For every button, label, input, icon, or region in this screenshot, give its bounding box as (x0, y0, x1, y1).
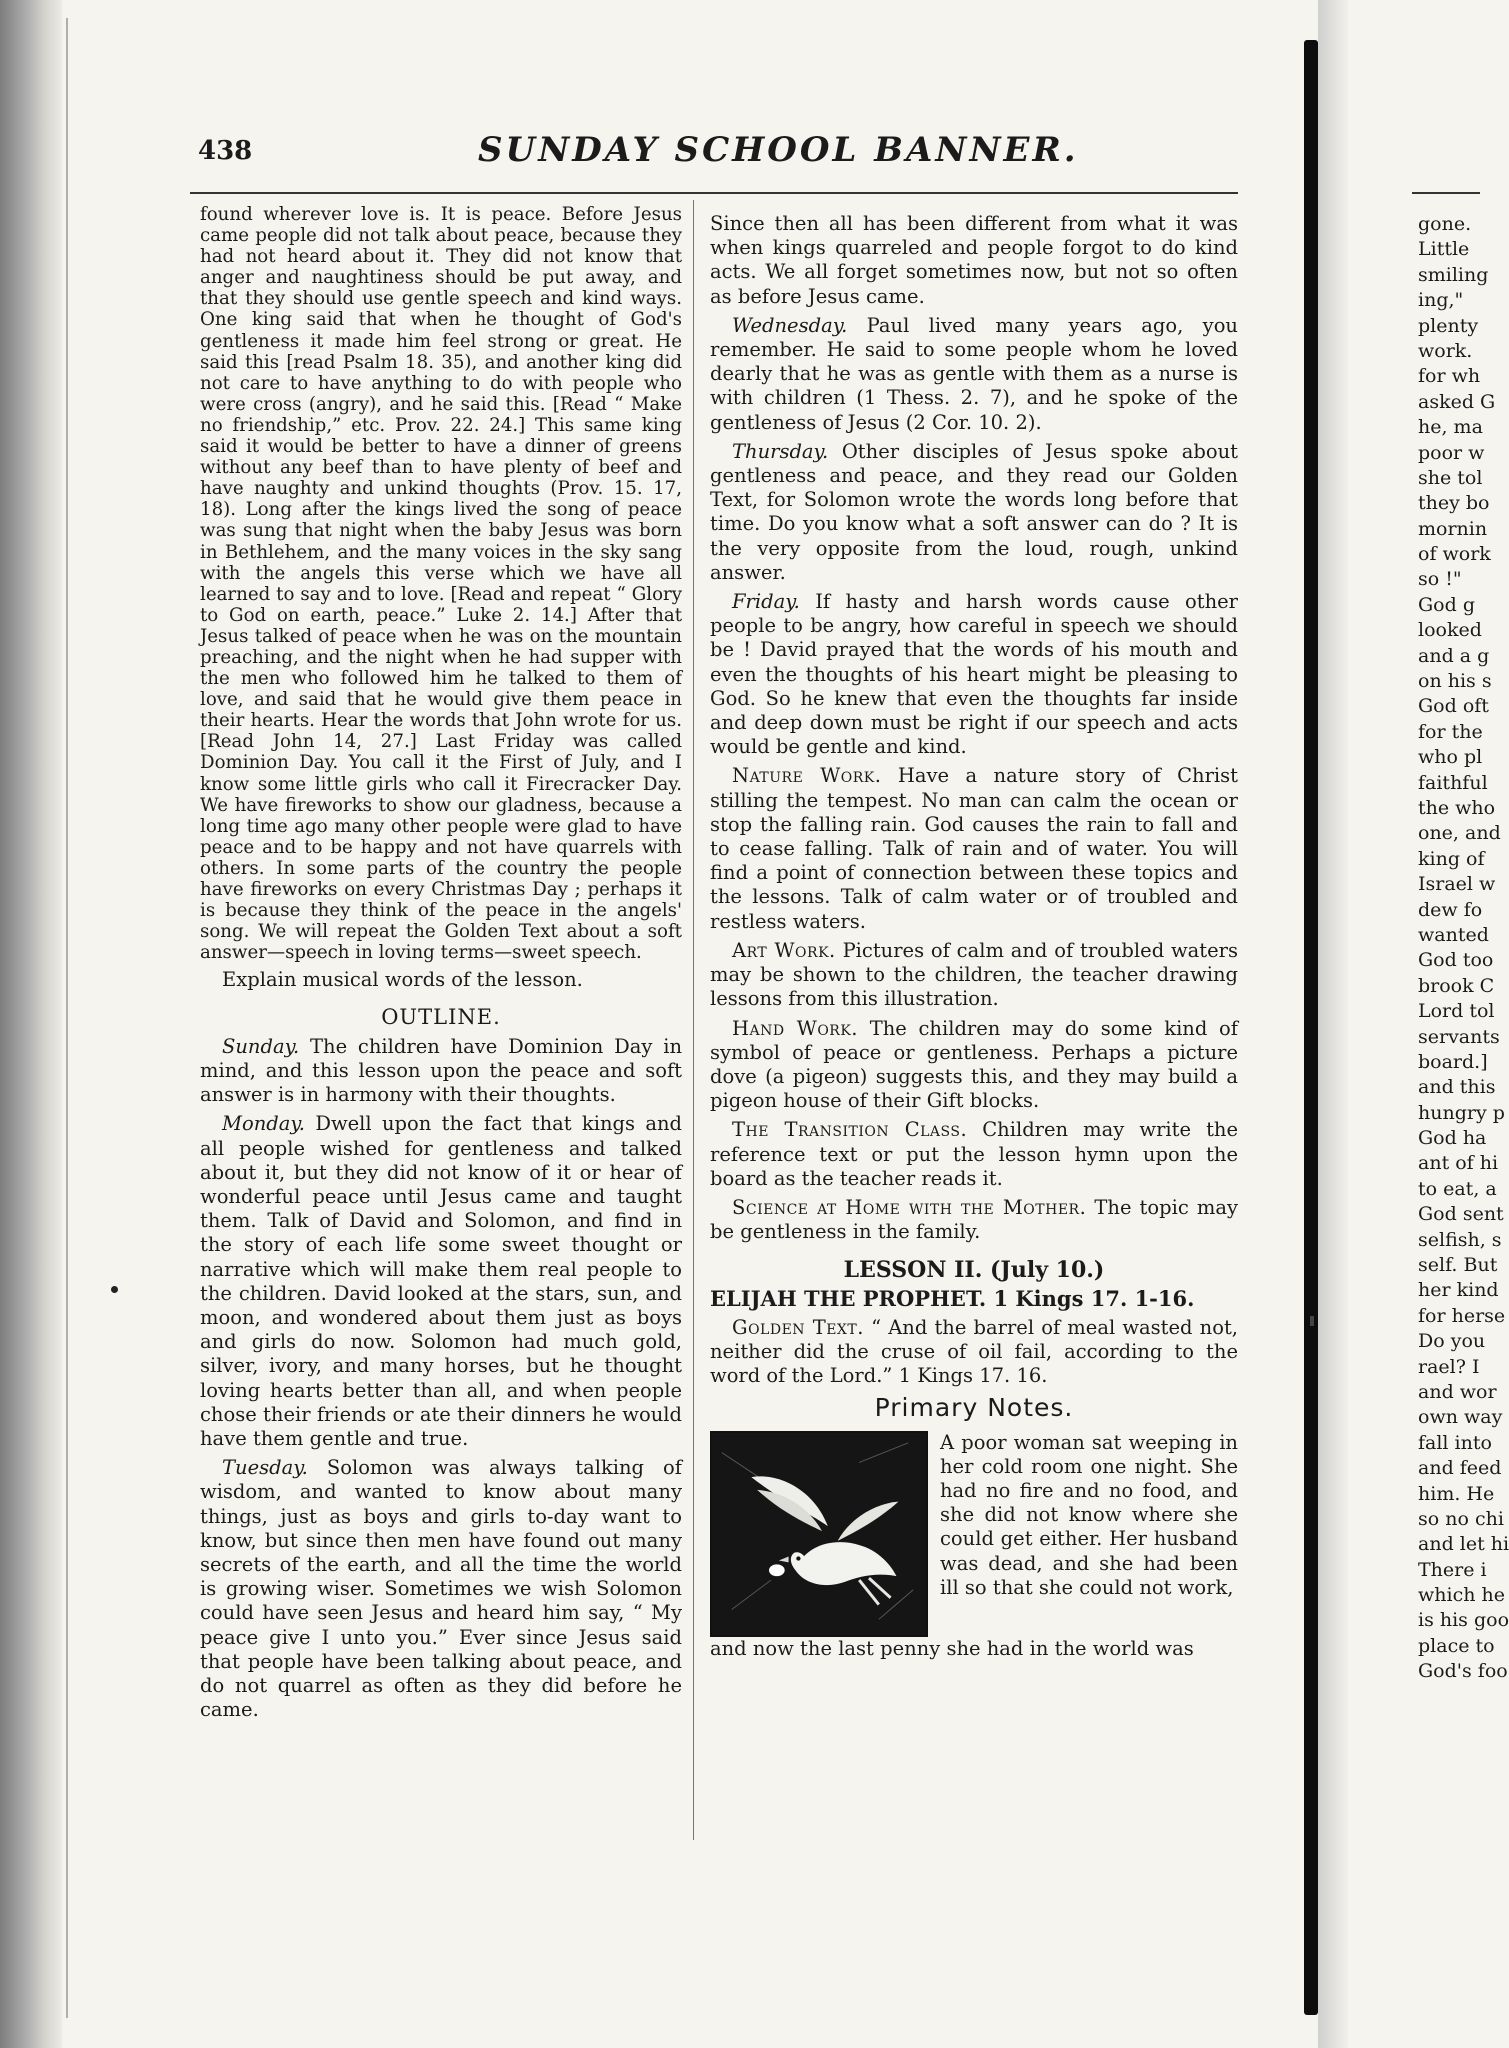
sunday-paragraph (200, 1035, 682, 1108)
lesson-heading: LESSON II. (July 10.) (843, 1257, 1105, 1284)
day-label: Wednesday. (732, 313, 848, 337)
facing-page-line: God too (1418, 949, 1494, 972)
book-spine-shadow (0, 0, 62, 2048)
facing-page-line: work. (1418, 339, 1473, 362)
science-paragraph (710, 1196, 1238, 1244)
facing-page-line: for herse (1418, 1304, 1506, 1327)
header-rule (190, 192, 1238, 194)
facing-page-line: selfish, s (1418, 1228, 1502, 1251)
day-text: Paul lived many years ago, you remember. He said to some people whom he loved dearly that he was as gentle with them as a nurse is with children (1 Thess. 2. 7), and he spoke of the gentleness of Jesus (2 Cor. 10. 2). (710, 313, 1238, 434)
facing-page-line: king of (1418, 847, 1485, 870)
facing-page-line: looked (1418, 619, 1482, 642)
wednesday-paragraph (710, 314, 1238, 435)
right-column (710, 212, 1238, 1661)
facing-page-line: asked G (1418, 390, 1496, 413)
day-label: Tuesday. (222, 1456, 308, 1480)
art-work-paragraph (710, 939, 1238, 1012)
thursday-paragraph (710, 440, 1238, 585)
page-number: 438 (198, 136, 253, 166)
day-label: Friday. (732, 590, 800, 614)
facing-page-line: There i (1418, 1558, 1487, 1581)
facing-page-line: own way (1418, 1406, 1503, 1429)
facing-page-line: and this (1418, 1076, 1496, 1099)
facing-page-line: dew fo (1418, 898, 1483, 921)
day-text: If hasty and harsh words cause other people to be angry, how careful in speech we should be ! David prayed that the words of his mouth and even the thoughts of his heart might be pleasing to God. So he knew that even the thoughts far inside and deep down must be right if our speech and acts would be gentle and kind. (710, 590, 1238, 759)
outline-heading: OUTLINE. (381, 1004, 501, 1029)
facing-page-line: which he (1418, 1584, 1505, 1607)
section-label: Art Work. (732, 938, 836, 962)
day-text: Solomon was always talking of wisdom, and wanted to know about many things, just as boys and girls to-day want to know, but since then men have found out many secrets of the earth, and all the time the world is growing wiser. Sometimes we wish Solomon could have seen Jesus and heard him say, “ My peace give I unto you.” Ever since Jesus said that people have been talking about peace, and do not quarrel as often as they did before he came. (200, 1456, 682, 1722)
facing-page-line: so no chi (1418, 1507, 1504, 1530)
facing-page-line: gone. (1418, 213, 1472, 235)
facing-page-line: he, ma (1418, 416, 1483, 439)
facing-page-line: faithful (1418, 771, 1488, 794)
facing-page-line: God g (1418, 593, 1475, 616)
facing-page-line: Do you (1418, 1330, 1486, 1353)
facing-page-line: so !" (1418, 568, 1462, 591)
dove-illustration-block (710, 1431, 1238, 1637)
section-text: Children may write the reference text or put the lesson hymn upon the board as the teacher reads it. (710, 1118, 1239, 1190)
facing-page-line: to eat, a (1418, 1177, 1497, 1200)
gutter-mark (1310, 1316, 1314, 1326)
facing-page-line: brook C (1418, 974, 1495, 997)
facing-page-line: is his goo (1418, 1609, 1509, 1632)
day-text: The children have Dominion Day in mind, and this lesson upon the peace and soft answer is in harmony with their thoughts. (200, 1034, 683, 1107)
facing-page-line: God oft (1418, 695, 1489, 718)
facing-page-line: plenty (1418, 314, 1479, 337)
final-line: and now the last penny she had in the world was (710, 1636, 1194, 1660)
facing-page-line: wanted (1418, 923, 1489, 946)
facing-page-line: smiling (1418, 263, 1489, 286)
facing-page-line: one, and (1418, 822, 1501, 845)
section-label: Nature Work. (732, 764, 882, 788)
column-rule (693, 200, 694, 1840)
facing-page-line: servants (1418, 1025, 1500, 1048)
margin-mark (111, 1286, 118, 1293)
facing-page-line: for wh (1418, 365, 1481, 388)
facing-page-line: God's foo (1418, 1660, 1508, 1683)
facing-page-line: rael? I (1418, 1355, 1480, 1378)
facing-page-line: ant of hi (1418, 1152, 1499, 1175)
gutter-shadow (1318, 0, 1348, 2048)
day-label: Monday. (222, 1112, 305, 1136)
page-gutter (1304, 40, 1318, 2015)
facing-page-line: she tol (1418, 466, 1483, 489)
facing-page-line: place to (1418, 1634, 1495, 1657)
lesson-title: ELIJAH THE PROPHET. 1 Kings 17. 1-16. (710, 1285, 1195, 1311)
day-text: Other disciples of Jesus spoke about gentleness and peace, and they read our Golden Text, for Solomon wrote the words long before that time. Do you know what a soft answer can do ? It is the very opposite from the loud, rough, unkind answer. (710, 439, 1238, 584)
day-label: Thursday. (732, 439, 829, 463)
facing-page-line: of work (1418, 543, 1491, 566)
facing-page-line: mornin (1418, 517, 1488, 540)
running-title: SUNDAY SCHOOL BANNER. (478, 130, 1079, 170)
left-column (200, 204, 682, 1722)
facing-page-fragments (1418, 212, 1509, 1685)
friday-paragraph (710, 590, 1238, 759)
facing-page-line: Israel w (1418, 873, 1496, 896)
tuesday-paragraph (200, 1456, 682, 1722)
day-text: Dwell upon the fact that kings and all people wished for gentleness and talked about it, but they did not know of it or hear of wonderful peace until Jesus came and taught them. Talk of David and Solomon, and find in the story of each life some sweet thought or narrative which will make them real people to the children. David looked at the stars, sun, and moon, and wondered about them just as boys and girls do now. Solomon had much gold, silver, ivory, and many horses, but he thought loving hearts better than all, and when people chose their friends or ate their dinners he would have them gentle and true. (200, 1112, 682, 1451)
facing-page-line: they bo (1418, 492, 1490, 515)
facing-page-line: the who (1418, 796, 1496, 819)
golden-text: “ And the barrel of meal wasted not, neither did the cruse of oil fail, according to the word of the Lord.” 1 Kings 17. 16. (710, 1315, 1239, 1388)
facing-page-line: Lord tol (1418, 1000, 1495, 1023)
facing-page-line: God ha (1418, 1127, 1487, 1150)
margin-line (66, 18, 68, 2018)
golden-text-paragraph (710, 1316, 1238, 1389)
dove-illustration (710, 1431, 928, 1637)
section-text: Have a nature story of Christ stilling the tempest. No man can calm the ocean or stop the falling rain. God causes the rain to fall and to cease falling. Talk of rain and of water. You will find a point of connection between these topics and the lessons. Talk of calm water or of troubled and restless waters. (710, 764, 1238, 933)
facing-page-line: and feed (1418, 1457, 1502, 1480)
facing-page-line: God sent (1418, 1203, 1504, 1226)
continuation-paragraph: Since then all has been different from what it was when kings quarreled and people forgot to do kind acts. We all forget sometimes now, but not so often as before Jesus came. (710, 212, 1238, 308)
facing-page-line: Little (1418, 238, 1470, 261)
primary-notes-wrap-text (940, 1431, 1238, 1600)
facing-page-line: self. But (1418, 1254, 1498, 1277)
musical-words-line: Explain musical words of the lesson. (222, 968, 583, 992)
facing-page-line: for the (1418, 720, 1483, 743)
facing-page-line: her kind (1418, 1279, 1499, 1302)
nature-work-paragraph (710, 764, 1238, 933)
transition-class-paragraph (710, 1118, 1238, 1191)
primary-notes-text: A poor woman sat weeping in her cold room one night. She had no fire and no food, and she did not know where she could get either. Her husband was dead, and she had been ill so that she could not work, (940, 1430, 1238, 1599)
golden-text-label: Golden Text. (732, 1315, 864, 1339)
facing-page-line: fall into (1418, 1431, 1492, 1454)
facing-page-line: and wor (1418, 1380, 1497, 1403)
facing-page-line: hungry p (1418, 1101, 1505, 1124)
intro-paragraph: found wherever love is. It is peace. Before Jesus came people did not talk about peace, because they had not heard about it. They did not know that anger and naughtiness should be put away, and that they should use gentle speech and kind ways. One king said that when he thought of God's gentleness it made him feel strong or great. He said this [read Psalm 18. 35), and another king did not care to have anything to do with people who were cross (angry), and he said this. [Read “ Make no friendship,” etc. Prov. 22. 24.] This same king said it would be better to have a dinner of greens without any beef than to have plenty of beef and have naughty and unkind thoughts (Prov. 15. 17, 18). Long after the kings lived the song of peace was sung that night when the baby Jesus was born in Bethlehem, and the many voices in the sky sang with the angels this verse which we have all learned to say and to love. [Read and repeat “ Glory to God on earth, peace.” Luke 2. 14.] After that Jesus talked of peace when he was on the mountain preaching, and the night when he had supper with the men who followed him he talked to them of love, and said that he would give them peace in their hearts. Hear the words that John wrote for us. [Read John 14, 27.] Last Friday was called Dominion Day. You call it the First of July, and I know some little girls who call it Firecracker Day. We have fireworks to show our gladness, because a long time ago many other people were glad to have peace and to be happy and not have quarrels with others. In some parts of the country the people have fireworks on every Christmas Day ; perhaps it is because they think of the peace in the angels' song. We will repeat the Golden Text about a soft answer—speech in loving terms—sweet speech. (200, 204, 682, 964)
monday-paragraph (200, 1112, 682, 1451)
facing-page-line: and let hi (1418, 1533, 1509, 1556)
section-label: Hand Work. (732, 1016, 858, 1040)
section-label: Science at Home with the Mother. (732, 1195, 1087, 1219)
facing-page-line: board.] (1418, 1050, 1488, 1073)
facing-page-line: and a g (1418, 644, 1490, 667)
section-text: The topic may be gentleness in the family. (710, 1195, 1238, 1244)
facing-header-rule (1412, 192, 1480, 194)
day-label: Sunday. (222, 1034, 300, 1058)
section-text: The children may do some kind of symbol of peace or gentleness. Perhaps a picture dove (a pigeon) suggests this, and they may build a pigeon house of their Gift blocks. (710, 1016, 1238, 1113)
facing-page-line: on his s (1418, 670, 1492, 693)
facing-page-line: poor w (1418, 441, 1485, 464)
section-label: The Transition Class. (732, 1118, 968, 1142)
hand-work-paragraph (710, 1017, 1238, 1114)
facing-page-line: who pl (1418, 746, 1483, 769)
dove-icon (712, 1433, 926, 1635)
primary-notes-heading: Primary Notes. (874, 1393, 1074, 1423)
facing-page-line: ing," (1418, 289, 1464, 312)
facing-page-line: him. He (1418, 1482, 1495, 1505)
section-text: Pictures of calm and of troubled waters may be shown to the children, the teacher drawing lessons from this illustration. (710, 938, 1239, 1011)
